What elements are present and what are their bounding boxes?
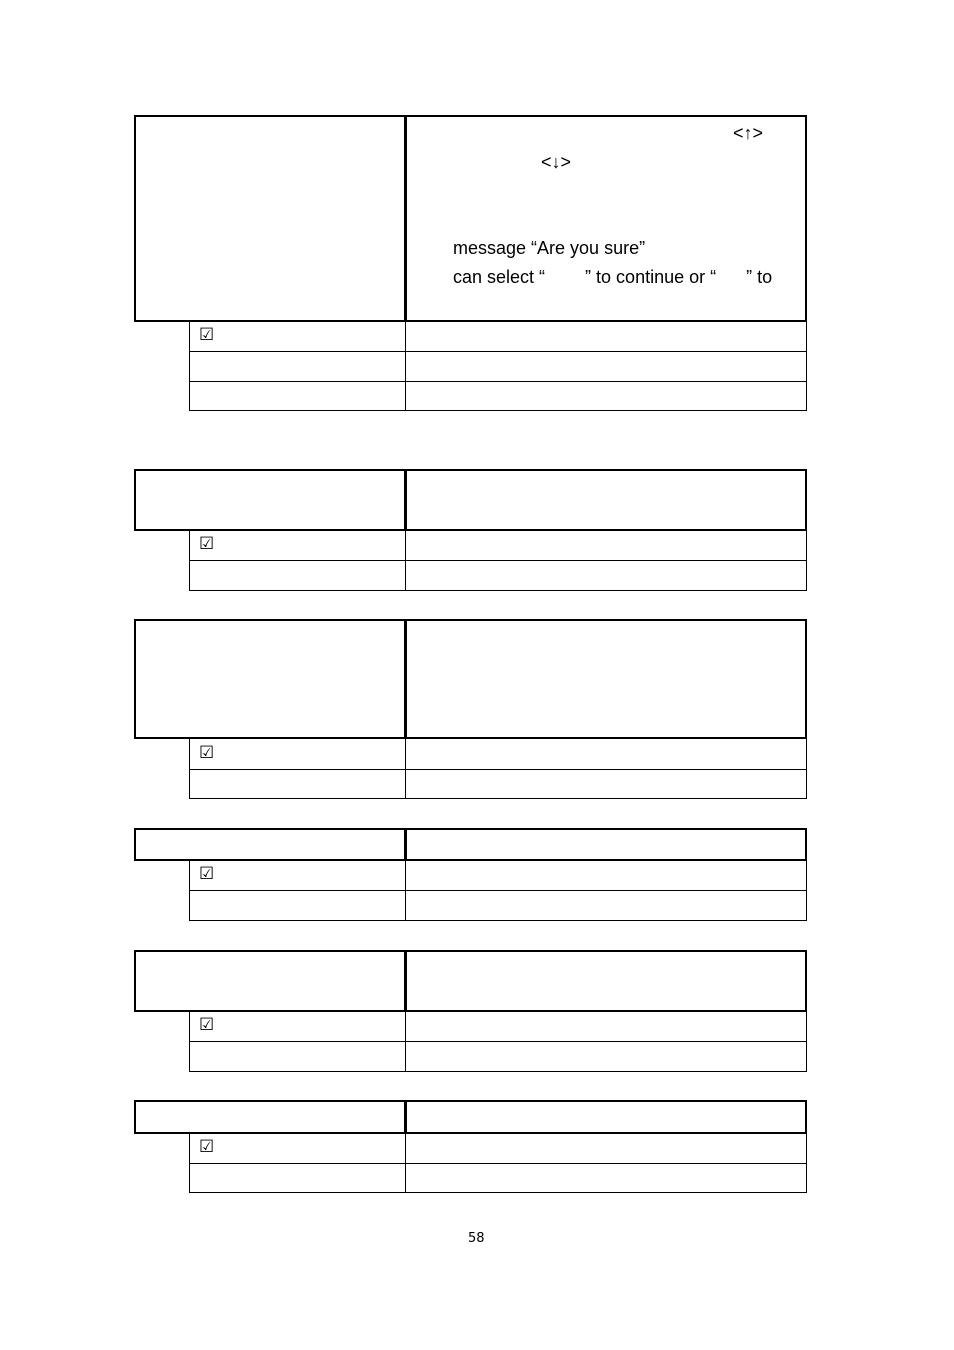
table3-row2-right bbox=[405, 769, 807, 799]
table3-row2-left bbox=[189, 769, 406, 799]
table6-row2-left bbox=[189, 1163, 406, 1193]
table2-row2-right bbox=[405, 560, 807, 591]
table6-header-left bbox=[134, 1100, 407, 1134]
table2-header-right bbox=[404, 469, 807, 531]
table1-row3-left bbox=[189, 381, 406, 411]
table2-row1-left bbox=[189, 529, 406, 561]
table3-header-left bbox=[134, 619, 407, 739]
table1-row2-right bbox=[405, 351, 807, 382]
table2-row1-right bbox=[405, 529, 807, 561]
checkbox-checked-icon: ☑ bbox=[199, 534, 215, 554]
table3-row1-right bbox=[405, 738, 807, 770]
table6-header-right bbox=[404, 1100, 807, 1134]
table4-header-right bbox=[404, 828, 807, 861]
table3-row1-left bbox=[189, 738, 406, 770]
table5-header-left bbox=[134, 950, 407, 1012]
select-instruction-text: can select “ ” to continue or “ ” to bbox=[453, 267, 773, 287]
table6-row1-left bbox=[189, 1132, 406, 1164]
table1-row3-right bbox=[405, 381, 807, 411]
table4-row1-right bbox=[405, 859, 807, 891]
table5-row2-right bbox=[405, 1041, 807, 1072]
table1-header-right bbox=[404, 115, 807, 322]
table1-row1-left bbox=[189, 320, 406, 352]
table6-row2-right bbox=[405, 1163, 807, 1193]
checkbox-checked-icon: ☑ bbox=[199, 864, 215, 884]
checkbox-checked-icon: ☑ bbox=[199, 743, 215, 763]
table4-row2-right bbox=[405, 890, 807, 921]
table5-row2-left bbox=[189, 1041, 406, 1072]
table6-row1-right bbox=[405, 1132, 807, 1164]
page-number: 58 bbox=[468, 1231, 485, 1246]
checkbox-checked-icon: ☑ bbox=[199, 1137, 215, 1157]
table2-header-left bbox=[134, 469, 407, 531]
table4-header-left bbox=[134, 828, 407, 861]
table1-row2-left bbox=[189, 351, 406, 382]
checkbox-checked-icon: ☑ bbox=[199, 325, 215, 345]
arrow-down-key: <↓> bbox=[541, 152, 572, 172]
table4-row1-left bbox=[189, 859, 406, 891]
table5-row1-left bbox=[189, 1010, 406, 1042]
arrow-up-key: <↑> bbox=[733, 123, 764, 143]
table1-row1-right bbox=[405, 320, 807, 352]
table3-header-right bbox=[404, 619, 807, 739]
table2-row2-left bbox=[189, 560, 406, 591]
confirm-message-text: message “Are you sure” bbox=[453, 238, 646, 258]
table5-header-right bbox=[404, 950, 807, 1012]
checkbox-checked-icon: ☑ bbox=[199, 1015, 215, 1035]
table5-row1-right bbox=[405, 1010, 807, 1042]
table1-header-left bbox=[134, 115, 407, 322]
table4-row2-left bbox=[189, 890, 406, 921]
